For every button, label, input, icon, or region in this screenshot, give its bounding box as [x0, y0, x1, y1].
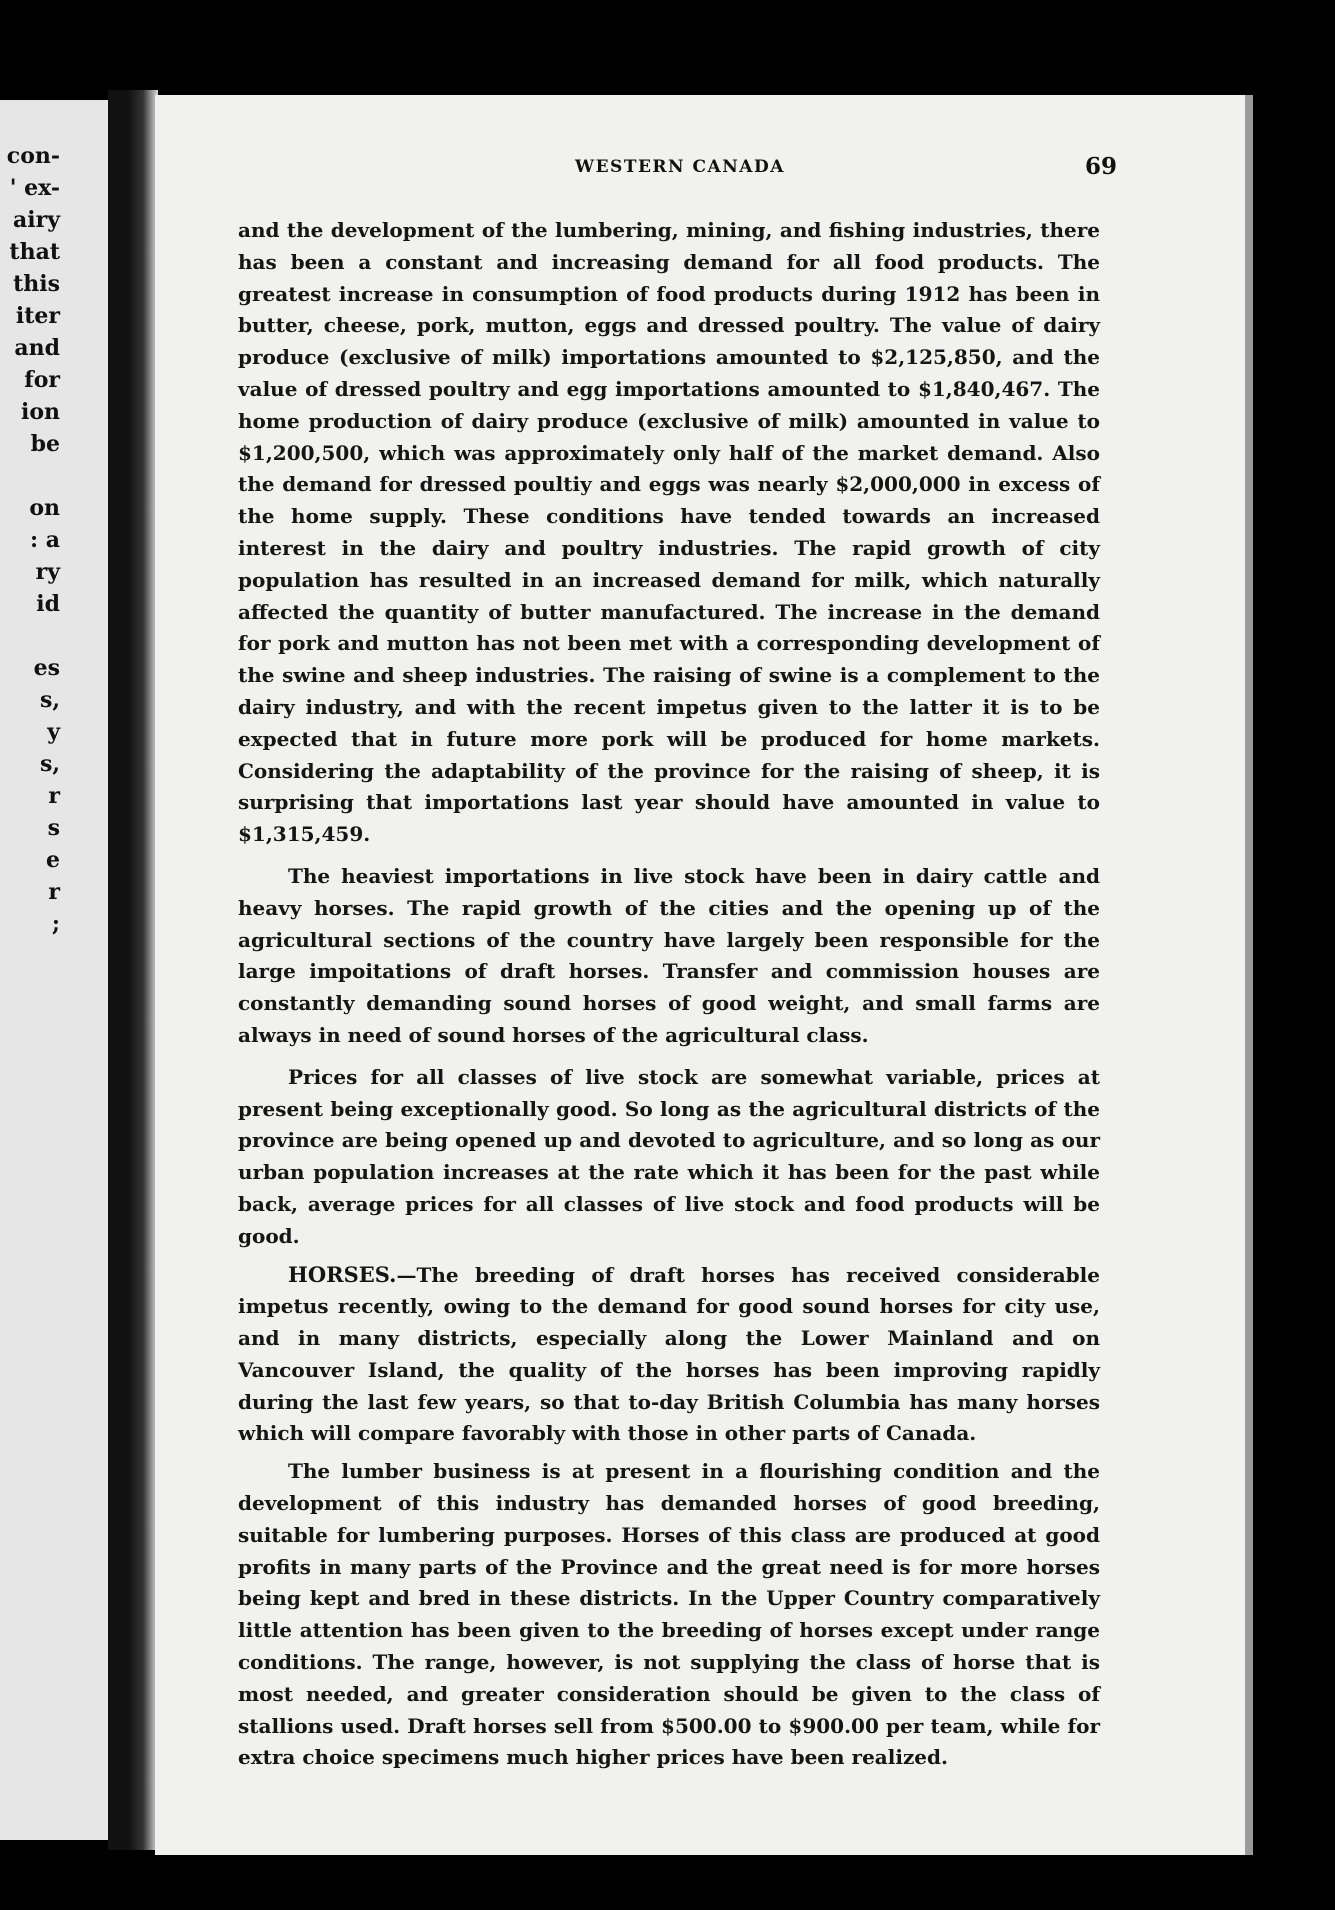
- left-fragment-line: [0, 460, 60, 492]
- book-page: [155, 95, 1245, 1855]
- left-fragment-line: s,: [39, 751, 60, 777]
- facing-page-text-fragments: [0, 140, 60, 940]
- paragraph-1: and the development of the lumbering, mining, and fishing industries, there has been a constant and increasing demand for all food products. The greatest increase in consumption of food products during 1912 has been in butter, cheese, pork, mutton, eggs and dressed poultry. The value of dairy produce (exclusive of milk) importations amounted to $2,125,850, and the value of dressed poultry and egg importations amounted to $1,840,467. The home production of dairy produce (exclusive of milk) amounted in value to $1,200,500, which was approximately only half of the market demand. Also the demand for dressed poultiy and eggs was nearly $2,000,000 in excess of the home supply. These conditions have tended towards an increased interest in the dairy and poultry industries. The rapid growth of city population has resulted in an increased demand for milk, which naturally affected the quantity of butter manufactured. The increase in the demand for pork and mutton has not been met with a corresponding development of the swine and sheep industries. The raising of swine is a complement to the dairy industry, and with the recent impetus given to the latter it is to be expected that in future more pork will be produced for home markets. Considering the adaptability of the province for the raising of sheep, it is surprising that importations last year should have amounted in value to $1,315,459.: [238, 218, 1100, 847]
- page-number: 69: [1085, 153, 1118, 180]
- left-fragment-line: for: [24, 367, 60, 393]
- left-fragment-line: s: [47, 815, 60, 841]
- page-header: [575, 153, 1135, 187]
- section-heading-horses: HORSES.: [288, 1261, 397, 1287]
- running-head: WESTERN CANADA: [575, 157, 785, 177]
- left-fragment-line: id: [36, 591, 60, 617]
- left-fragment-line: r: [48, 879, 60, 905]
- left-fragment-line: this: [13, 271, 60, 297]
- paragraph-5: The lumber business is at present in a flourishing condition and the development of this industry has demanded horses of good breeding, suitable for lumbering purposes. Horses of this class are produced at good profits in many parts of the Province and the great need is for more horses being kept and bred in these districts. In the Upper Country comparatively little attention has been given to the breeding of horses except under range conditions. The range, however, is not supplying the class of horse that is most needed, and greater consideration should be given to the class of stallions used. Draft horses sell from $500.00 to $900.00 per team, while for extra choice specimens much higher prices have been realized.: [238, 1459, 1100, 1770]
- left-fragment-line: r: [48, 783, 60, 809]
- left-fragment-line: [0, 620, 60, 652]
- left-fragment-line: es: [33, 655, 60, 681]
- left-fragment-line: ion: [20, 399, 60, 425]
- left-fragment-line: ry: [35, 559, 60, 585]
- left-fragment-line: that: [9, 239, 60, 265]
- paragraph-2: The heaviest importations in live stock have been in dairy cattle and heavy horses. The rapid growth of the cities and the opening up of the agricultural sections of the country have largely been responsible for the large impoitations of draft horses. Transfer and commission houses are constantly demanding sound horses of good weight, and small farms are always in need of sound horses of the agricultural class.: [238, 863, 1100, 1047]
- paragraph-3: Prices for all classes of live stock are somewhat variable, prices at present being exceptionally good. So long as the agricultural districts of the province are being opened up and devoted to agriculture, and so long as our urban population increases at the rate which it has been for the past while back, average prices for all classes of live stock and food products will be good.: [238, 1064, 1100, 1248]
- paragraph-horses-text: —The breeding of draft horses has received considerable impetus recently, owing to the demand for good sound horses for city use, and in many districts, especially along the Lower Mainland and on Vancouver Island, the quality of the horses has been improving rapidly during the last few years, so that to-day British Columbia has many horses which will compare favorably with those in other parts of Canada.: [238, 1262, 1100, 1446]
- left-fragment-line: iter: [15, 303, 60, 329]
- left-fragment-line: and: [14, 335, 60, 361]
- book-gutter: [108, 90, 158, 1850]
- left-fragment-line: on: [29, 495, 60, 521]
- left-fragment-line: e: [46, 847, 60, 873]
- left-fragment-line: airy: [13, 207, 60, 233]
- body-text: [238, 215, 1100, 1774]
- page-right-edge: [1245, 95, 1253, 1855]
- left-fragment-line: ' ex-: [9, 175, 60, 201]
- left-fragment-line: s,: [39, 687, 60, 713]
- left-fragment-line: con-: [6, 143, 60, 169]
- left-fragment-line: y: [47, 719, 60, 745]
- left-fragment-line: : a: [29, 527, 60, 553]
- left-fragment-line: be: [30, 431, 60, 457]
- left-fragment-line: ;: [51, 911, 60, 937]
- paragraph-horses: [238, 1259, 1100, 1451]
